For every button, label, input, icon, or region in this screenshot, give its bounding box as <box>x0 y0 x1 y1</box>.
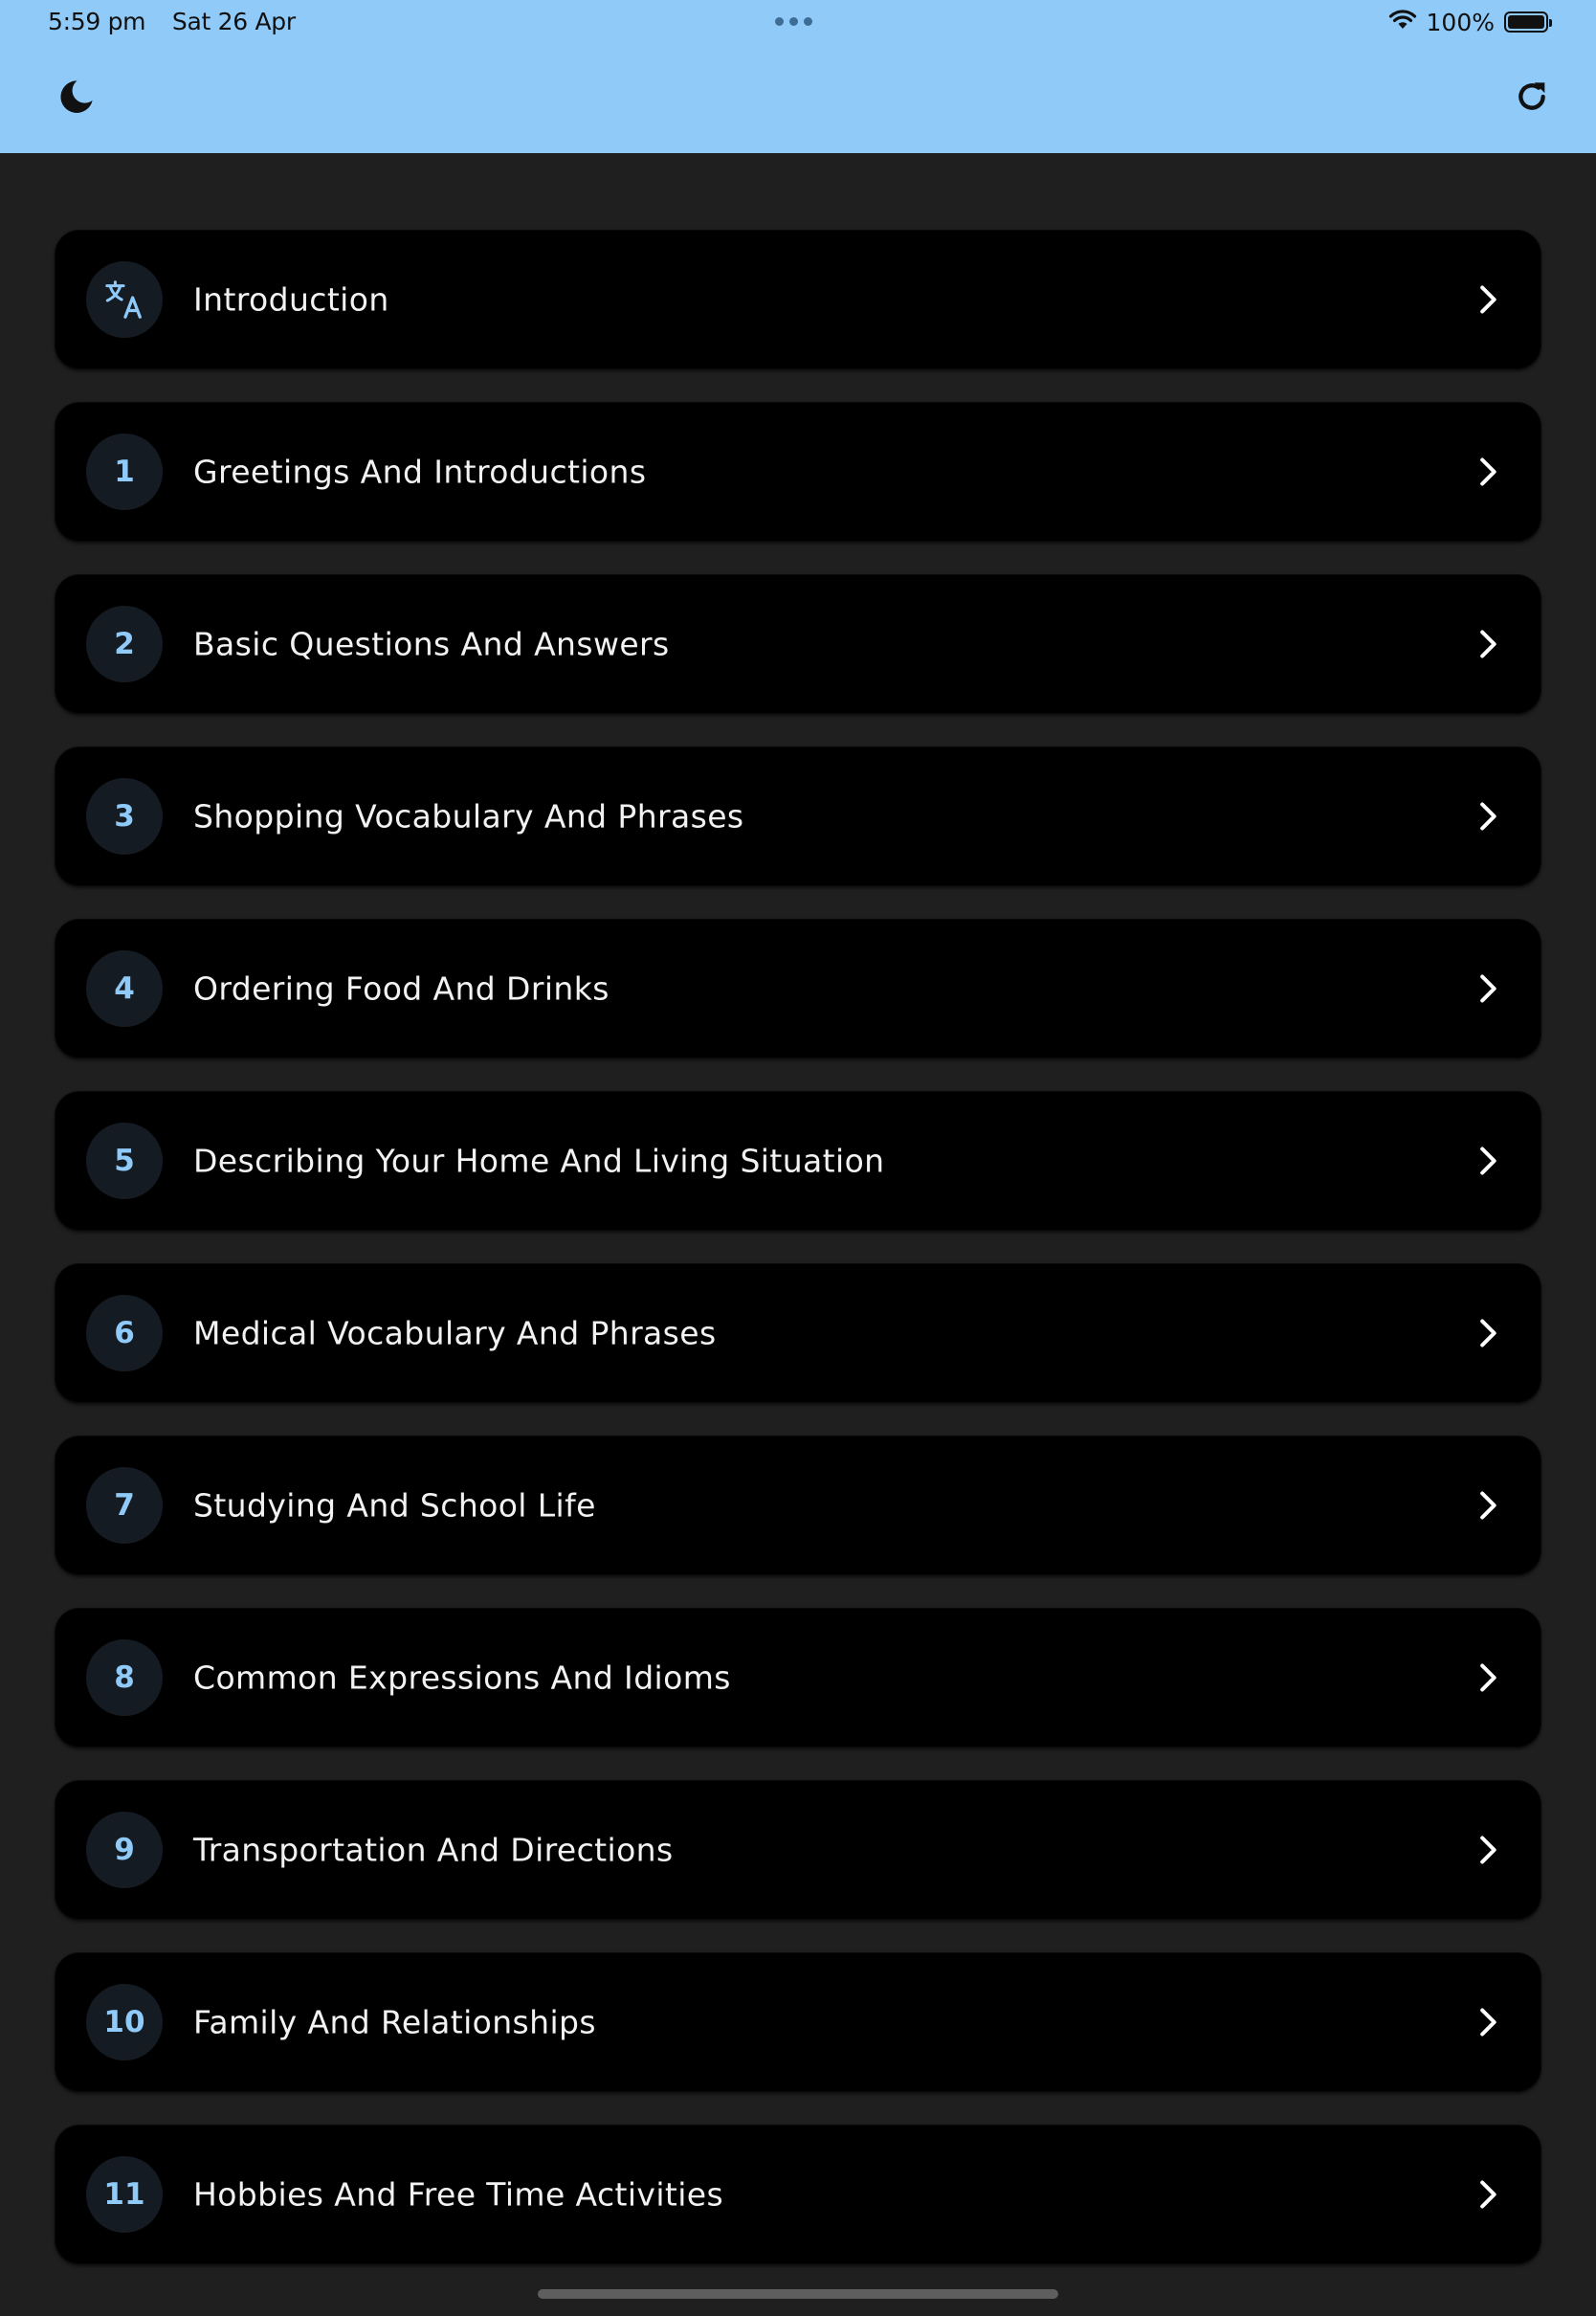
status-bar-right <box>1388 8 1548 36</box>
list-item-title: Shopping Vocabulary And Phrases <box>193 797 744 835</box>
lesson-number-badge: 7 <box>86 1467 163 1544</box>
list-item-lesson-4[interactable] <box>55 919 1541 1058</box>
chevron-right-icon <box>1469 453 1507 491</box>
status-time: 5:59 pm <box>48 8 146 35</box>
list-item-lesson-5[interactable] <box>55 1091 1541 1231</box>
list-item-lesson-11[interactable] <box>55 2125 1541 2264</box>
lesson-number-badge: 9 <box>86 1812 163 1888</box>
lesson-number-badge: 3 <box>86 778 163 855</box>
list-item-lesson-9[interactable] <box>55 1780 1541 1920</box>
list-item-lesson-7[interactable] <box>55 1436 1541 1575</box>
list-item-introduction[interactable] <box>55 230 1541 369</box>
refresh-icon <box>1513 78 1551 121</box>
lesson-number-badge: 1 <box>86 434 163 510</box>
lesson-number-badge: 2 <box>86 606 163 682</box>
list-item-title: Medical Vocabulary And Phrases <box>193 1314 717 1352</box>
battery-percent: 100% <box>1426 8 1495 36</box>
translate-icon-badge <box>86 261 163 338</box>
lesson-number-badge: 11 <box>86 2156 163 2233</box>
chevron-right-icon <box>1469 2175 1507 2214</box>
list-item-title: Describing Your Home And Living Situation <box>193 1142 885 1180</box>
status-date: Sat 26 Apr <box>171 8 296 35</box>
list-item-title: Family And Relationships <box>193 2003 596 2041</box>
list-item-title: Ordering Food And Drinks <box>193 969 610 1008</box>
theme-toggle-button[interactable] <box>53 75 100 122</box>
moon-icon <box>56 77 97 122</box>
lesson-number-badge: 6 <box>86 1295 163 1371</box>
list-item-title: Greetings And Introductions <box>193 453 647 491</box>
chevron-right-icon <box>1469 1142 1507 1180</box>
lesson-list <box>55 230 1541 2297</box>
list-item-lesson-2[interactable] <box>55 574 1541 714</box>
lesson-number-badge: 10 <box>86 1984 163 2060</box>
list-item-title: Basic Questions And Answers <box>193 625 670 663</box>
list-item-lesson-8[interactable] <box>55 1608 1541 1748</box>
home-indicator[interactable] <box>538 2289 1058 2299</box>
chevron-right-icon <box>1469 797 1507 835</box>
wifi-icon <box>1388 8 1417 36</box>
list-item-lesson-6[interactable] <box>55 1263 1541 1403</box>
list-item-title: Transportation And Directions <box>193 1831 674 1869</box>
multitasking-dots-icon[interactable] <box>775 17 812 26</box>
list-item-lesson-10[interactable] <box>55 1952 1541 2092</box>
refresh-button[interactable] <box>1508 75 1556 122</box>
chevron-right-icon <box>1469 625 1507 663</box>
list-item-title: Common Expressions And Idioms <box>193 1659 731 1697</box>
list-item-lesson-3[interactable] <box>55 746 1541 886</box>
chevron-right-icon <box>1469 2003 1507 2041</box>
status-bar-left <box>48 8 296 35</box>
chevron-right-icon <box>1469 280 1507 319</box>
chevron-right-icon <box>1469 969 1507 1008</box>
app-bar <box>0 0 1596 153</box>
list-item-lesson-1[interactable] <box>55 402 1541 542</box>
translate-icon <box>102 278 146 322</box>
chevron-right-icon <box>1469 1486 1507 1525</box>
list-item-title: Hobbies And Free Time Activities <box>193 2175 724 2214</box>
chevron-right-icon <box>1469 1831 1507 1869</box>
chevron-right-icon <box>1469 1659 1507 1697</box>
battery-icon <box>1504 11 1548 33</box>
chevron-right-icon <box>1469 1314 1507 1352</box>
list-item-title: Introduction <box>193 280 389 319</box>
list-item-title: Studying And School Life <box>193 1486 596 1525</box>
lesson-number-badge: 4 <box>86 950 163 1027</box>
lesson-number-badge: 8 <box>86 1639 163 1716</box>
lesson-number-badge: 5 <box>86 1123 163 1199</box>
